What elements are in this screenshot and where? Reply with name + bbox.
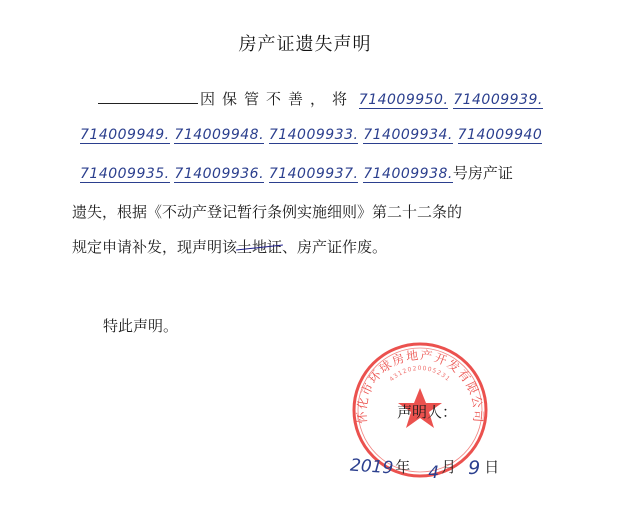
cert-number: 714009937. bbox=[268, 166, 359, 182]
date-month-label: 月 bbox=[441, 458, 457, 476]
cert-number: 714009949. bbox=[80, 127, 170, 143]
date-day-handwritten: 9 bbox=[468, 457, 481, 479]
paragraph-line-5 bbox=[72, 236, 387, 257]
paragraph-line-2 bbox=[80, 125, 542, 143]
line3-suffix: 号房产证 bbox=[452, 164, 513, 182]
line5-prefix: 规定申请补发，现声明该 bbox=[72, 238, 238, 256]
paragraph-line-1 bbox=[98, 88, 543, 109]
name-blank bbox=[98, 89, 198, 104]
date-day-label: 日 bbox=[484, 458, 500, 476]
seal-company-text: 怀化市环球房地产开发有限公司 bbox=[354, 348, 486, 425]
line5-suffix: 、房产证作废。 bbox=[282, 238, 388, 256]
cert-number: 714009940 bbox=[457, 127, 543, 143]
document-title: 房产证遗失声明 bbox=[238, 34, 372, 55]
date-month-handwritten: 4 bbox=[428, 463, 440, 483]
cert-number: 714009935. bbox=[80, 166, 170, 182]
cert-number: 714009936. bbox=[174, 166, 265, 182]
cert-number: 714009939. bbox=[453, 92, 543, 108]
date-year-handwritten: 2019 bbox=[349, 455, 394, 479]
paragraph-line-3 bbox=[80, 162, 513, 183]
date-year-label: 年 bbox=[395, 458, 411, 476]
seal-serial-text: 4312020005231 bbox=[388, 365, 452, 384]
line1-text: 因保管不善，将 bbox=[200, 90, 355, 108]
struck-land-cert: 土地证 bbox=[237, 238, 283, 256]
signature-date bbox=[349, 455, 500, 483]
paragraph-line-4: 遗失，根据《不动产登记暂行条例实施细则》第二十二条的 bbox=[72, 203, 463, 221]
svg-text:4312020005231 bbox=[388, 365, 451, 383]
declarant-label: 声明人： bbox=[397, 403, 458, 421]
cert-number: 714009934. bbox=[363, 127, 453, 143]
closing-text: 特此声明。 bbox=[103, 317, 179, 335]
cert-number: 714009938. bbox=[363, 166, 453, 182]
cert-number: 714009948. bbox=[174, 127, 265, 143]
cert-number: 714009950. bbox=[358, 92, 449, 108]
cert-number: 714009933. bbox=[268, 127, 359, 143]
